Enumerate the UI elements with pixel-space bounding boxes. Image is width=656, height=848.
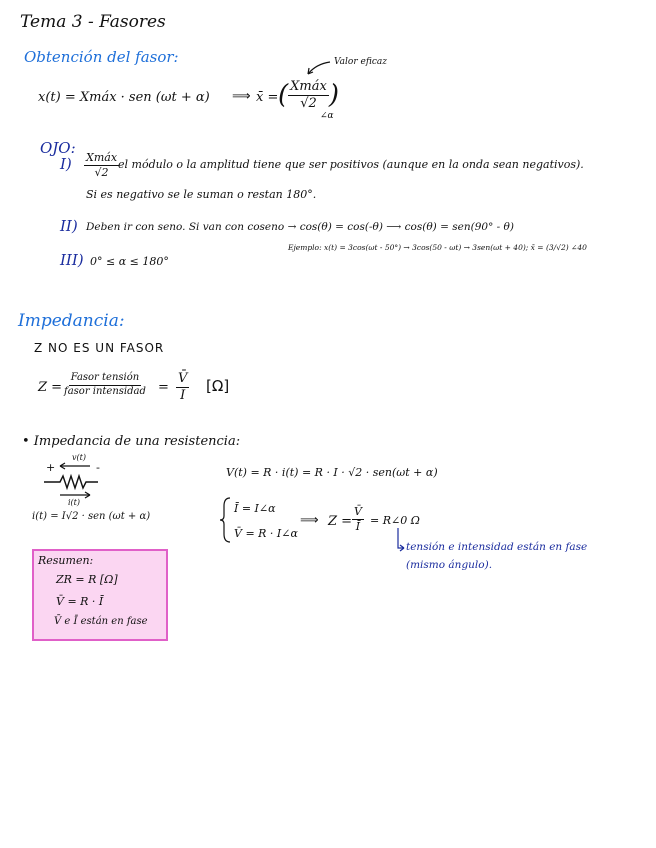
result-arrow: ⟹ <box>300 513 319 528</box>
voltage-eq: V(t) = R · i(t) = R · I · √2 · sen(ωt + α) <box>226 466 438 479</box>
result-lhs: Z = <box>328 514 353 529</box>
result-rhs: = R∠0 Ω <box>370 514 420 527</box>
z-not-phasor-note: Z NO ES UN FASOR <box>34 341 165 355</box>
resistor-symbol <box>44 476 98 488</box>
result-den: Ī <box>355 519 361 533</box>
current-eq: i(t) = I√2 · sen (ωt + α) <box>32 511 151 522</box>
z-vnum: V̄ <box>178 371 188 386</box>
item2-text: Deben ir con seno. Si van con coseno → cos(θ) = cos(-θ) ⟶ cos(θ) = sen(90° - θ) <box>86 221 514 233</box>
summary-line-2: V̄ = R · Ī <box>56 595 104 608</box>
roman-1: I) <box>60 155 72 173</box>
phasor-fraction: ( $\frac{\text{Xmáx}}{√2}$ ) <box>278 79 339 111</box>
z-lhs: Z = <box>38 380 63 395</box>
i-label: i(t) <box>68 498 81 507</box>
section-heading-fasor: Obtención del fasor: <box>24 48 179 66</box>
phasor-lhs: x̄ = <box>256 90 279 105</box>
implies-arrow: ⟹ <box>232 89 251 104</box>
phasor-subscript: ∠α <box>320 111 334 121</box>
v-label: v(t) <box>72 453 86 462</box>
z-den: fasor intensidad <box>64 385 146 397</box>
summary-title: Resumen: <box>38 554 94 567</box>
item1-frac-den: √2 <box>94 165 109 179</box>
roman-3: III) <box>60 251 84 269</box>
resistance-bullet: • Impedancia de una resistencia: <box>22 434 241 449</box>
item1-note: Si es negativo se le suman o restan 180°. <box>86 188 317 201</box>
plus-sign: + <box>46 461 56 474</box>
minus-sign: - <box>96 461 100 474</box>
annotation-valor-eficaz: Valor eficaz <box>334 57 387 67</box>
roman-2: II) <box>60 217 78 235</box>
item2-example: Ejemplo: x(t) = 3cos(ωt - 50°) → 3cos(50 - ωt) → 3sen(ωt + 40); x̄ = (3/√2) ∠40 <box>288 243 587 252</box>
system-line-2: V̄ = R · I∠α <box>234 527 298 540</box>
item1-frac-num: Xmáx <box>86 151 118 164</box>
result-note-2: (mismo ángulo). <box>406 559 493 571</box>
phasor-den: √2 <box>300 95 317 111</box>
ojo-label: OJO: <box>40 139 76 157</box>
summary-line-1: ZR = R [Ω] <box>56 573 118 586</box>
z-iden: Ī <box>180 387 186 403</box>
note-arrow <box>398 528 404 548</box>
page-title: Tema 3 - Fasores <box>20 12 166 32</box>
z-unit: [Ω] <box>206 377 230 395</box>
item1-text: el módulo o la amplitud tiene que ser positivos (aunque en la onda sean negativos). <box>118 158 584 171</box>
formula-x-t: x(t) = Xmáx · sen (ωt + α) <box>38 90 210 105</box>
result-num: V̄ <box>354 505 362 518</box>
result-note-1: tensión e intensidad están en fase <box>406 541 588 553</box>
phasor-num: Xmáx <box>290 79 327 94</box>
z-num: Fasor tensión <box>69 373 142 386</box>
system-line-1: Ī = I∠α <box>234 502 276 515</box>
item3-text: 0° ≤ α ≤ 180° <box>90 255 169 268</box>
z-eq: = <box>158 380 169 395</box>
section-heading-impedancia: Impedancia: <box>18 311 125 331</box>
system-brace <box>220 498 230 542</box>
summary-line-3: V̄ e Ī están en fase <box>54 616 148 627</box>
